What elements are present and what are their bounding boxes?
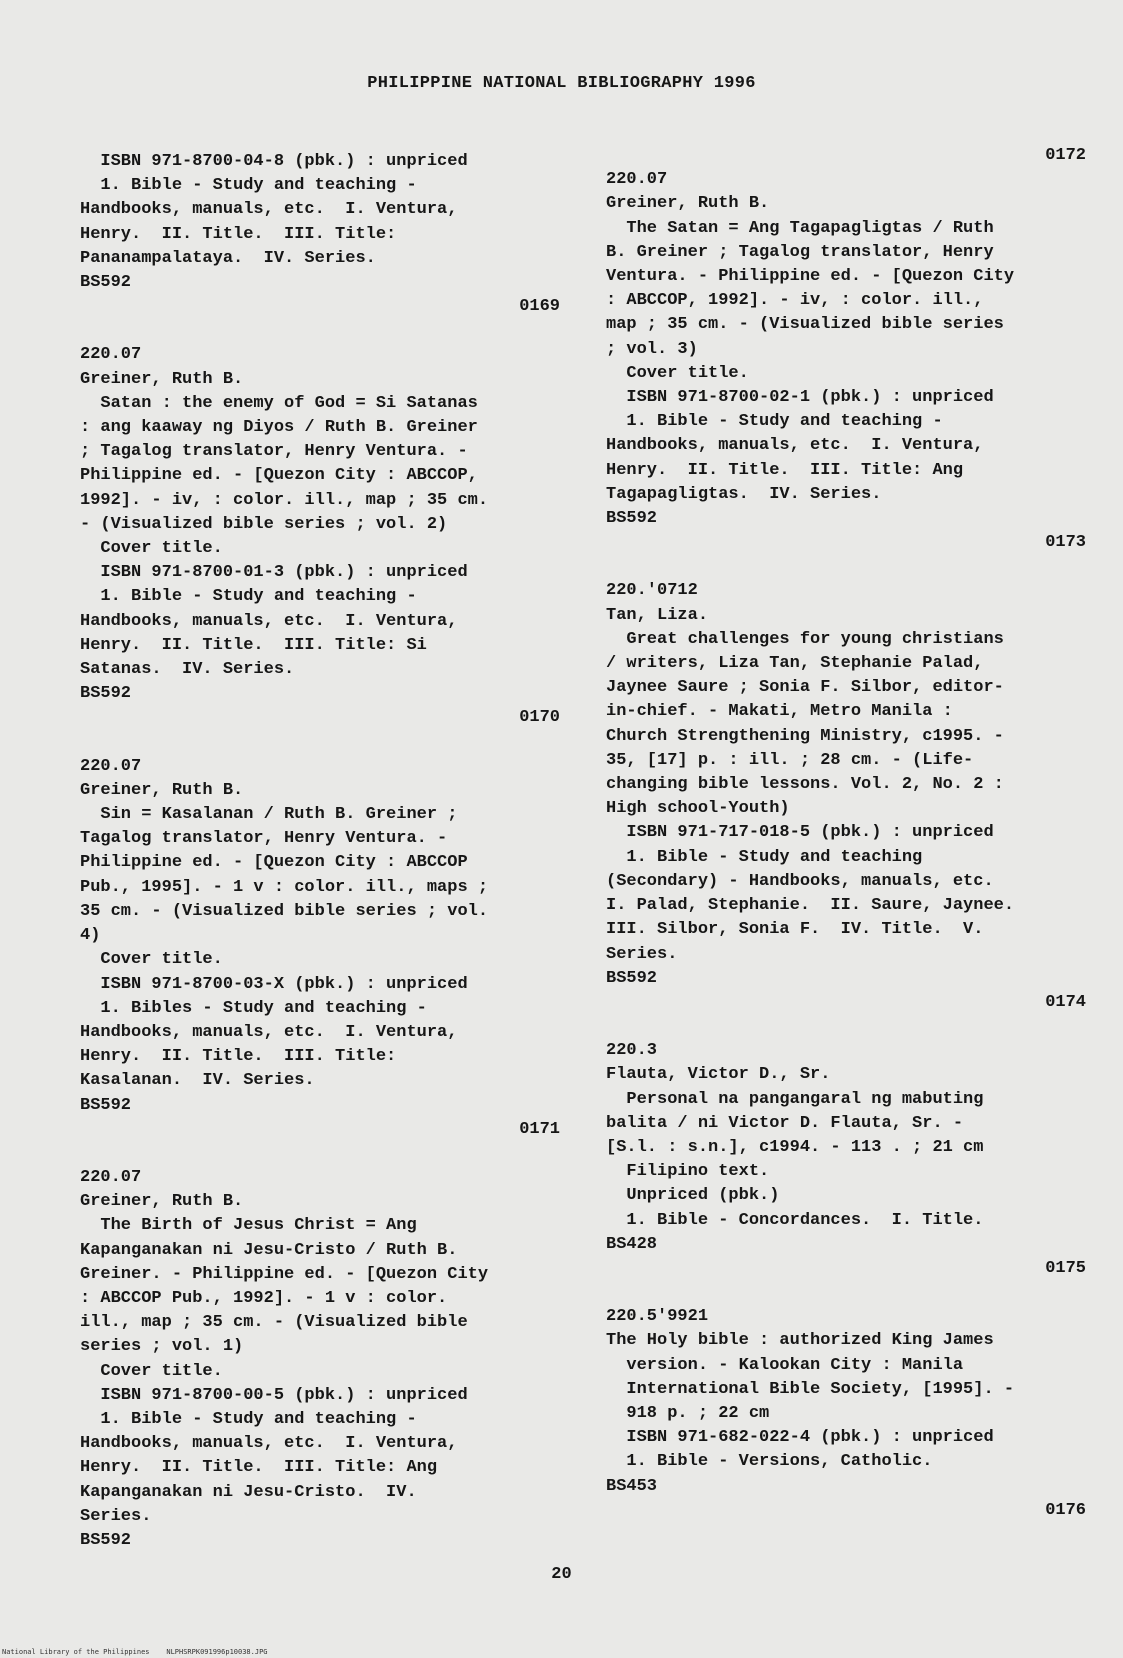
bibliographic-entry	[80, 150, 560, 319]
entry-line: / writers, Liza Tan, Stephanie Palad,	[606, 654, 984, 674]
bibliographic-entry	[606, 1305, 1086, 1523]
entry-line: balita / ni Victor D. Flauta, Sr. -	[606, 1113, 964, 1133]
entry-line: Handbooks, manuals, etc. I. Ventura,	[80, 611, 458, 631]
entry-line: : ang kaaway ng Diyos / Ruth B. Greiner	[80, 418, 478, 438]
entry-number: 0173	[1045, 533, 1086, 553]
entry-line: ISBN 971-8700-04-8 (pbk.) : unpriced	[80, 152, 468, 171]
entry-line: BS592	[80, 1530, 132, 1550]
entry-line: 1. Bible - Study and teaching	[606, 847, 923, 867]
entry-line: BS592	[606, 968, 658, 988]
entry-line: The Birth of Jesus Christ = Ang	[80, 1216, 417, 1236]
entry-line: BS592	[80, 273, 132, 293]
entry-line: The Holy bible : authorized King James	[606, 1331, 994, 1351]
entry-line: 220.07	[80, 1167, 142, 1187]
entry-line: Pub., 1995]. - 1 v : color. ill., maps ;	[80, 877, 489, 897]
entry-line: in-chief. - Makati, Metro Manila :	[606, 702, 953, 722]
entry-line: 35, [17] p. : ill. ; 28 cm. - (Life-	[606, 750, 974, 770]
entry-line: Series.	[606, 944, 678, 964]
entry-line: Greiner, Ruth B.	[606, 194, 770, 214]
bibliographic-entry	[80, 343, 560, 730]
entry-line: 4)	[80, 926, 101, 946]
bibliographic-entry	[80, 1166, 560, 1553]
entry-line: Cover title.	[606, 363, 749, 383]
entry-line: Tagapagligtas. IV. Series.	[606, 484, 882, 504]
entry-line: 35 cm. - (Visualized bible series ; vol.	[80, 901, 489, 921]
entry-spacer	[606, 1015, 1086, 1039]
entry-number: 0170	[519, 708, 560, 728]
entry-line: Tagalog translator, Henry Ventura. -	[80, 829, 448, 849]
entry-line: International Bible Society, [1995]. -	[606, 1379, 1015, 1399]
entry-line: Pananampalataya. IV. Series.	[80, 248, 376, 268]
entry-line: ; vol. 3)	[606, 339, 698, 359]
entry-line: Philippine ed. - [Quezon City : ABCCOP	[80, 853, 468, 873]
entry-line: changing bible lessons. Vol. 2, No. 2 :	[606, 775, 1004, 795]
entry-spacer	[80, 319, 560, 343]
entry-line: Greiner, Ruth B.	[80, 780, 244, 800]
entry-number: 0171	[519, 1119, 560, 1139]
entry-line: ISBN 971-717-018-5 (pbk.) : unpriced	[606, 823, 994, 843]
entry-line: ; Tagalog translator, Henry Ventura. -	[80, 442, 468, 462]
entry-line: map ; 35 cm. - (Visualized bible series	[606, 315, 1004, 335]
entry-line: Great challenges for young christians	[606, 629, 1004, 649]
entry-line: Henry. II. Title. III. Title: Si	[80, 635, 427, 655]
entry-line: Satan : the enemy of God = Si Satanas	[80, 393, 478, 413]
entry-line: Flauta, Victor D., Sr.	[606, 1065, 831, 1085]
entry-line: 1. Bible - Study and teaching -	[606, 412, 943, 432]
entry-line: Henry. II. Title. III. Title: Ang	[80, 1458, 438, 1478]
entry-line: ill., map ; 35 cm. - (Visualized bible	[80, 1313, 468, 1333]
entry-line: BS592	[80, 684, 132, 704]
entry-line: Tan, Liza.	[606, 605, 709, 625]
entry-line: Greiner, Ruth B.	[80, 1192, 244, 1212]
entry-line: (Secondary) - Handbooks, manuals, etc.	[606, 871, 994, 891]
entry-line: Greiner, Ruth B.	[80, 369, 244, 389]
page-number: 20	[551, 1565, 572, 1584]
entry-line: version. - Kalookan City : Manila	[606, 1355, 964, 1375]
left-column	[80, 150, 560, 1553]
entry-number: 0172	[1045, 146, 1086, 165]
page-title: PHILIPPINE NATIONAL BIBLIOGRAPHY 1996	[367, 74, 756, 93]
entry-line: Handbooks, manuals, etc. I. Ventura,	[80, 200, 458, 220]
right-column	[606, 144, 1086, 1523]
entry-line: Handbooks, manuals, etc. I. Ventura,	[80, 1434, 458, 1454]
entry-line: [S.l. : s.n.], c1994. - 113 . ; 21 cm	[606, 1137, 984, 1157]
entry-line: 1. Bibles - Study and teaching -	[80, 998, 427, 1018]
entry-spacer	[80, 731, 560, 755]
entry-line: Henry. II. Title. III. Title:	[80, 1047, 397, 1067]
entry-line: ISBN 971-8700-01-3 (pbk.) : unpriced	[80, 563, 468, 583]
entry-spacer	[606, 555, 1086, 579]
entry-number: 0175	[1045, 1258, 1086, 1278]
entry-line: Cover title.	[80, 950, 223, 970]
entry-line: Kapanganakan ni Jesu-Cristo / Ruth B.	[80, 1240, 458, 1260]
bibliographic-entry	[606, 144, 1086, 555]
entry-line: Handbooks, manuals, etc. I. Ventura,	[80, 1022, 458, 1042]
entry-line: 1. Bible - Study and teaching -	[80, 176, 417, 196]
entry-line: : ABCCOP Pub., 1992]. - 1 v : color.	[80, 1288, 448, 1308]
entry-line: Church Strengthening Ministry, c1995. -	[606, 726, 1004, 746]
entry-line: 220.07	[606, 170, 668, 190]
entry-line: High school-Youth)	[606, 799, 790, 819]
entry-line: Filipino text.	[606, 1162, 770, 1182]
entry-line: 220.07	[80, 756, 142, 776]
entry-line: BS428	[606, 1234, 658, 1254]
entry-line: BS453	[606, 1476, 658, 1496]
entry-line: ISBN 971-8700-03-X (pbk.) : unpriced	[80, 974, 468, 994]
entry-line: The Satan = Ang Tagapagligtas / Ruth	[606, 218, 994, 238]
entry-line: 1. Bible - Study and teaching -	[80, 1409, 417, 1429]
entry-line: Henry. II. Title. III. Title:	[80, 224, 397, 244]
entry-line: I. Palad, Stephanie. II. Saure, Jaynee.	[606, 896, 1015, 916]
entry-line: 1992]. - iv, : color. ill., map ; 35 cm.	[80, 490, 489, 510]
entry-line: Ventura. - Philippine ed. - [Quezon City	[606, 267, 1015, 287]
entry-line: - (Visualized bible series ; vol. 2)	[80, 514, 448, 534]
entry-line: BS592	[80, 1095, 132, 1115]
entry-line: 220.5'9921	[606, 1307, 709, 1327]
entry-line: Jaynee Saure ; Sonia F. Silbor, editor-	[606, 678, 1004, 698]
entry-number: 0169	[519, 297, 560, 317]
entry-line: 220.3	[606, 1041, 658, 1061]
scan-source-note: National Library of the Philippines NLPHSRPK091996p10038.JPG	[2, 1648, 268, 1656]
entry-line: Kasalanan. IV. Series.	[80, 1071, 315, 1091]
entry-spacer	[80, 1142, 560, 1166]
bibliographic-entry	[80, 755, 560, 1142]
bibliographic-entry	[606, 1039, 1086, 1281]
entry-line: 1. Bible - Study and teaching -	[80, 587, 417, 607]
entry-line: : ABCCOP, 1992]. - iv, : color. ill.,	[606, 291, 984, 311]
entry-line: Series.	[80, 1506, 152, 1526]
entry-line: 1. Bible - Concordances. I. Title.	[606, 1210, 984, 1230]
entry-line: B. Greiner ; Tagalog translator, Henry	[606, 242, 994, 262]
entry-line: Henry. II. Title. III. Title: Ang	[606, 460, 964, 480]
entry-line: series ; vol. 1)	[80, 1337, 244, 1357]
entry-line: Kapanganakan ni Jesu-Cristo. IV.	[80, 1482, 417, 1502]
entry-line: Cover title.	[80, 539, 223, 559]
bibliographic-entry	[606, 579, 1086, 1015]
entry-line: Greiner. - Philippine ed. - [Quezon City	[80, 1264, 489, 1284]
entry-line: III. Silbor, Sonia F. IV. Title. V.	[606, 920, 984, 940]
entry-line: Philippine ed. - [Quezon City : ABCCOP,	[80, 466, 478, 486]
entry-line: 1. Bible - Versions, Catholic.	[606, 1452, 933, 1472]
entry-line: Handbooks, manuals, etc. I. Ventura,	[606, 436, 984, 456]
entry-line: ISBN 971-682-022-4 (pbk.) : unpriced	[606, 1428, 994, 1448]
entry-number: 0174	[1045, 992, 1086, 1012]
entry-spacer	[606, 1281, 1086, 1305]
entry-line: Satanas. IV. Series.	[80, 660, 295, 680]
entry-line: Unpriced (pbk.)	[606, 1186, 780, 1206]
entry-line: BS592	[606, 509, 658, 529]
entry-line: 918 p. ; 22 cm	[606, 1403, 770, 1423]
entry-line: 220.'0712	[606, 581, 698, 601]
entry-line: ISBN 971-8700-00-5 (pbk.) : unpriced	[80, 1385, 468, 1405]
entry-line: Personal na pangangaral ng mabuting	[606, 1089, 984, 1109]
entry-number: 0176	[1045, 1500, 1086, 1520]
entry-line: ISBN 971-8700-02-1 (pbk.) : unpriced	[606, 388, 994, 408]
entry-line: Cover title.	[80, 1361, 223, 1381]
entry-line: 220.07	[80, 345, 142, 365]
entry-line: Sin = Kasalanan / Ruth B. Greiner ;	[80, 805, 458, 825]
